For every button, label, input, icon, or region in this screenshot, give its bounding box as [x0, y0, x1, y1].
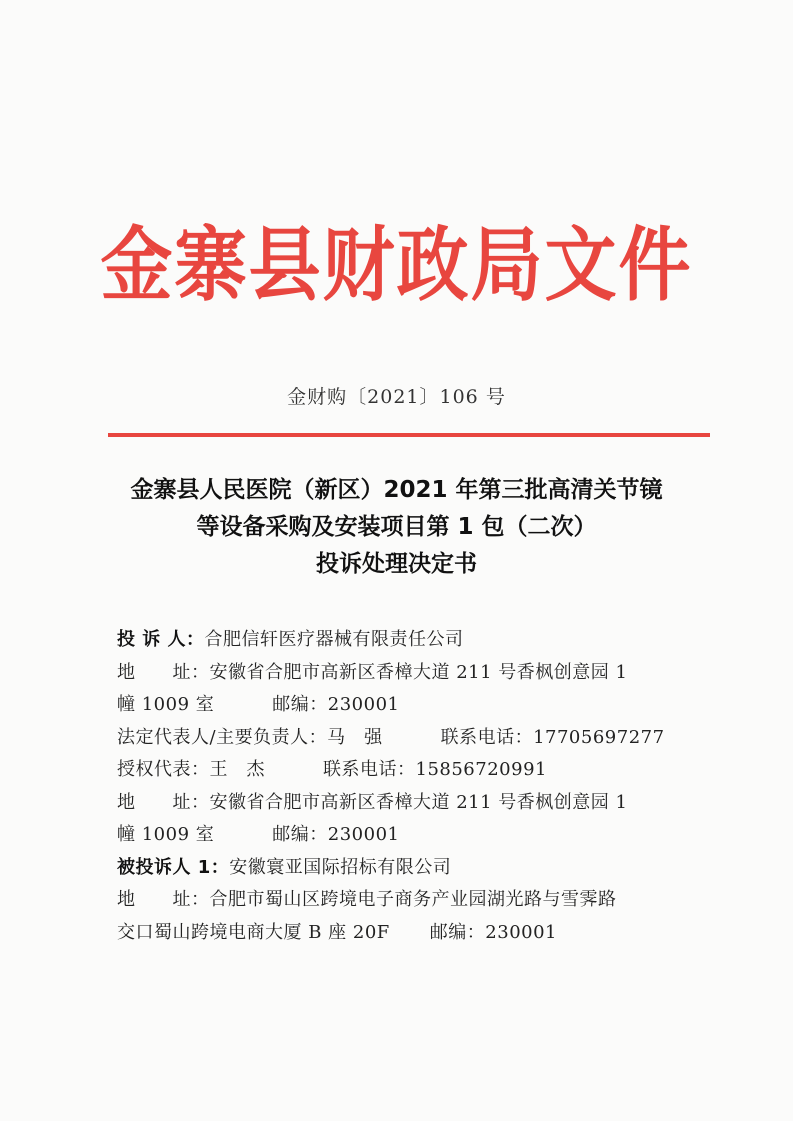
complainant-address-cont-line: [117, 689, 697, 722]
legal-rep-line: [117, 722, 697, 755]
respondent-address-label: 地 址：: [117, 889, 210, 910]
respondent-address-cont-line: [117, 917, 697, 950]
agent-address-line: [117, 787, 697, 820]
address2-value-cont: 幢 1009 室: [117, 824, 215, 845]
legal-rep-value: 马 强: [327, 726, 383, 748]
title-line-2: 等设备采购及安装项目第 1 包（二次）: [196, 514, 597, 540]
title-line-1: 金寨县人民医院（新区）2021 年第三批高清关节镜: [130, 477, 663, 503]
address-value: 安徽省合肥市高新区香樟大道 211 号香枫创意园 1: [209, 661, 628, 683]
address2-value: 安徽省合肥市高新区香樟大道 211 号香枫创意园 1: [209, 791, 628, 813]
postcode2-label: 邮编：: [272, 824, 328, 845]
agent-phone-label: 联系电话：: [323, 759, 416, 780]
postcode2-value: 230001: [327, 824, 400, 845]
document-body: [117, 624, 697, 949]
respondent-postcode-label: 邮编：: [429, 921, 486, 943]
phone-value: 17705697277: [533, 726, 665, 748]
agent-label: 授权代表：: [117, 759, 210, 780]
complainant-address-line: [117, 657, 697, 690]
org-header-title: 金寨县财政局文件: [100, 217, 693, 313]
red-divider: [108, 433, 710, 437]
agent-address-cont-line: [117, 819, 697, 852]
phone-label: 联系电话：: [440, 726, 534, 748]
agent-value: 王 杰: [209, 759, 265, 780]
document-number: 金财购〔2021〕106 号: [287, 386, 506, 408]
agent-line: [117, 754, 697, 787]
complainant-label: 投 诉 人：: [117, 629, 205, 650]
address-value-cont: 幢 1009 室: [117, 694, 215, 715]
respondent-name: 安徽寰亚国际招标有限公司: [229, 856, 452, 878]
respondent-label: 被投诉人 1：: [117, 856, 230, 878]
respondent-postcode-value: 230001: [485, 921, 558, 943]
address2-label: 地 址：: [117, 791, 210, 813]
postcode-value: 230001: [327, 694, 400, 715]
postcode-label: 邮编：: [272, 694, 328, 715]
document-title: [0, 472, 793, 583]
respondent-address-line: [117, 884, 697, 917]
complainant-name: 合肥信轩医疗器械有限责任公司: [204, 629, 464, 650]
complainant-line: [117, 624, 697, 657]
address-label: 地 址：: [117, 661, 210, 683]
respondent-address-value: 合肥市蜀山区跨境电子商务产业园湖光路与雪霁路: [209, 889, 617, 910]
respondent-address-cont: 交口蜀山跨境电商大厦 B 座 20F: [117, 921, 390, 943]
agent-phone-value: 15856720991: [415, 759, 547, 780]
title-line-3: 投诉处理决定书: [316, 551, 477, 577]
legal-rep-label: 法定代表人/主要负责人：: [117, 726, 328, 748]
respondent-line: [117, 852, 697, 885]
